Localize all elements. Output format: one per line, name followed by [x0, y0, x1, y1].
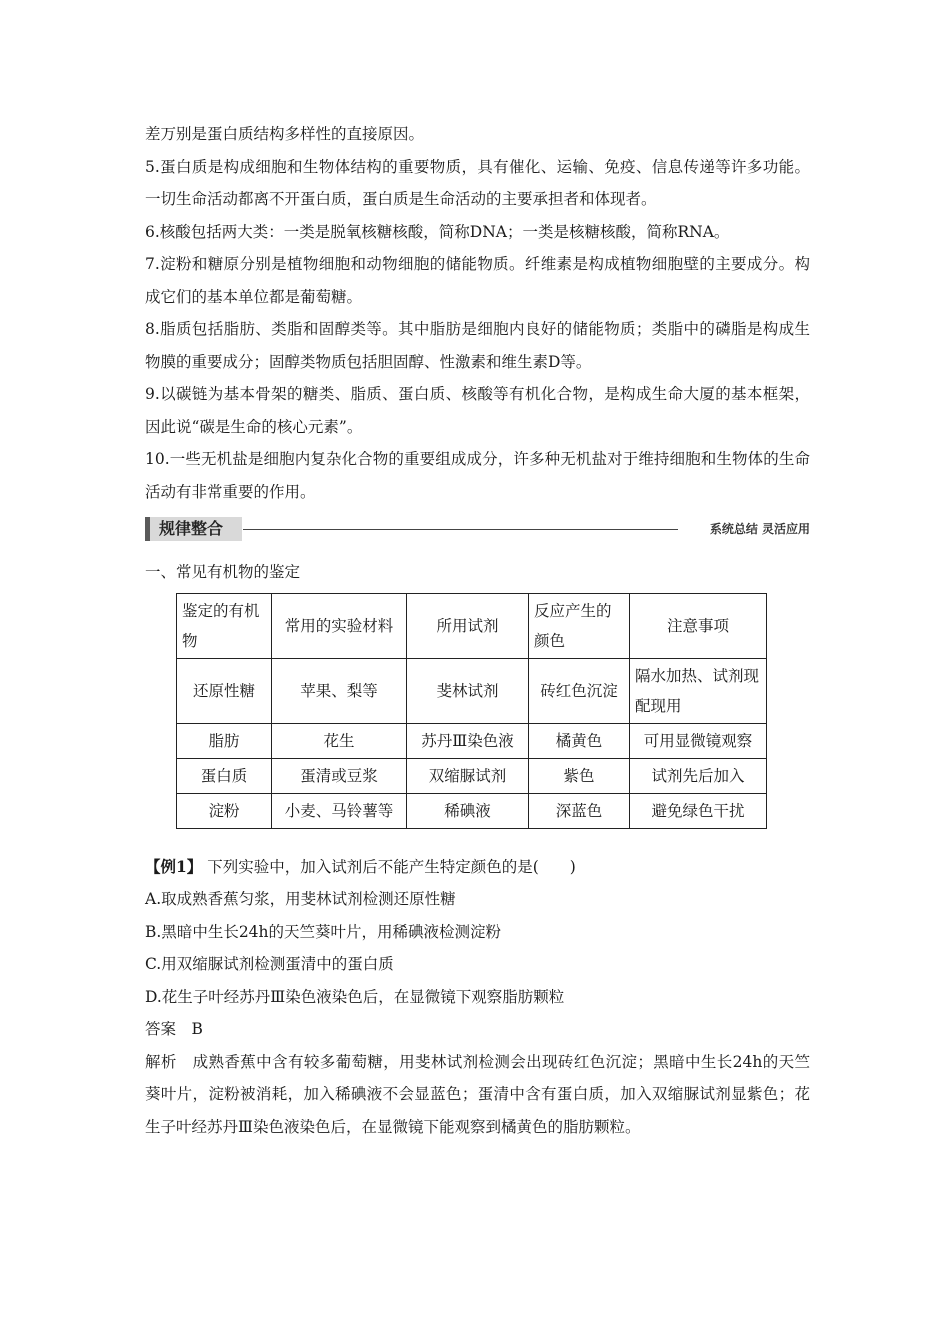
table-cell: 还原性糖	[177, 658, 272, 723]
option-d: D.花生子叶经苏丹Ⅲ染色液染色后，在显微镜下观察脂肪颗粒	[145, 987, 565, 1006]
table-cell: 避免绿色干扰	[630, 793, 767, 828]
subheading: 一、常见有机物的鉴定	[145, 563, 301, 581]
table-cell: 砖红色沉淀	[529, 658, 630, 723]
table-cell: 蛋白质	[177, 758, 272, 793]
table-header-cell: 注意事项	[630, 593, 767, 658]
table-cell: 花生	[272, 723, 407, 758]
identification-table	[176, 593, 767, 829]
option-c: C.用双缩脲试剂检测蛋清中的蛋白质	[145, 955, 394, 973]
table-cell: 紫色	[529, 758, 630, 793]
table-cell: 小麦、马铃薯等	[272, 793, 407, 828]
paragraph-item-10: 10.一些无机盐是细胞内复杂化合物的重要组成成分，许多种无机盐对于维持细胞和生物体的生命活动有非常重要的作用。	[145, 450, 810, 501]
table-cell: 稀碘液	[407, 793, 529, 828]
table-header-cell: 反应产生的颜色	[529, 593, 630, 658]
table-header-cell: 鉴定的有机物	[177, 593, 272, 658]
example-question	[145, 851, 810, 884]
example-label: 【例1】	[145, 856, 203, 876]
section-tagline: 系统总结 灵活应用	[709, 522, 810, 536]
section-header-bar	[145, 514, 810, 544]
table-header-cell: 常用的实验材料	[272, 593, 407, 658]
section-title: 规律整合	[159, 519, 224, 538]
table-cell: 橘黄色	[529, 723, 630, 758]
table-cell: 脂肪	[177, 723, 272, 758]
table-row	[177, 658, 767, 723]
option-a: A.取成熟香蕉匀浆，用斐林试剂检测还原性糖	[145, 890, 456, 908]
table-cell: 蛋清或豆浆	[272, 758, 407, 793]
paragraph-item-9: 9.以碳链为基本骨架的糖类、脂质、蛋白质、核酸等有机化合物，是构成生命大厦的基本框架，因此说“碳是生命的核心元素”。	[145, 385, 810, 436]
table-cell: 苏丹Ⅲ染色液	[407, 723, 529, 758]
table-header-row	[177, 593, 767, 658]
table-cell: 双缩脲试剂	[407, 758, 529, 793]
answer: 答案 B	[145, 1020, 203, 1038]
table-cell: 苹果、梨等	[272, 658, 407, 723]
table-cell: 斐林试剂	[407, 658, 529, 723]
paragraph-item-7: 7.淀粉和糖原分别是植物细胞和动物细胞的储能物质。纤维素是构成植物细胞壁的主要成分。构成它们的基本单位都是葡萄糖。	[145, 255, 810, 306]
table-row	[177, 723, 767, 758]
paragraph-item-5: 5.蛋白质是构成细胞和生物体结构的重要物质，具有催化、运输、免疫、信息传递等许多功能。一切生命活动都离不开蛋白质，蛋白质是生命活动的主要承担者和体现者。	[145, 157, 810, 208]
paragraph-continuation: 差万别是蛋白质结构多样性的直接原因。	[145, 125, 425, 143]
table-cell: 可用显微镜观察	[630, 723, 767, 758]
table-cell: 淀粉	[177, 793, 272, 828]
example-question-text: 下列实验中，加入试剂后不能产生特定颜色的是( )	[202, 857, 576, 876]
document-page	[145, 118, 810, 1143]
table-row	[177, 793, 767, 828]
section-divider-line	[243, 529, 678, 530]
table-cell: 深蓝色	[529, 793, 630, 828]
paragraph-item-6: 6.核酸包括两大类：一类是脱氧核糖核酸，简称DNA；一类是核糖核酸，简称RNA。	[145, 222, 730, 241]
table-row	[177, 758, 767, 793]
option-b: B.黑暗中生长24h的天竺葵叶片，用稀碘液检测淀粉	[145, 922, 502, 941]
table-cell: 隔水加热、试剂现配现用	[630, 658, 767, 723]
table-cell: 试剂先后加入	[630, 758, 767, 793]
table-header-cell: 所用试剂	[407, 593, 529, 658]
paragraph-item-8: 8.脂质包括脂肪、类脂和固醇类等。其中脂肪是细胞内良好的储能物质；类脂中的磷脂是构成生物膜的重要成分；固醇类物质包括胆固醇、性激素和维生素D等。	[145, 320, 810, 371]
analysis: 解析 成熟香蕉中含有较多葡萄糖，用斐林试剂检测会出现砖红色沉淀；黑暗中生长24h的天竺葵叶片，淀粉被消耗，加入稀碘液不会显蓝色；蛋清中含有蛋白质，加入双缩脲试剂显紫色；花生子叶经苏丹Ⅲ染色液染色后，在显微镜下能观察到橘黄色的脂肪颗粒。	[145, 1052, 810, 1136]
